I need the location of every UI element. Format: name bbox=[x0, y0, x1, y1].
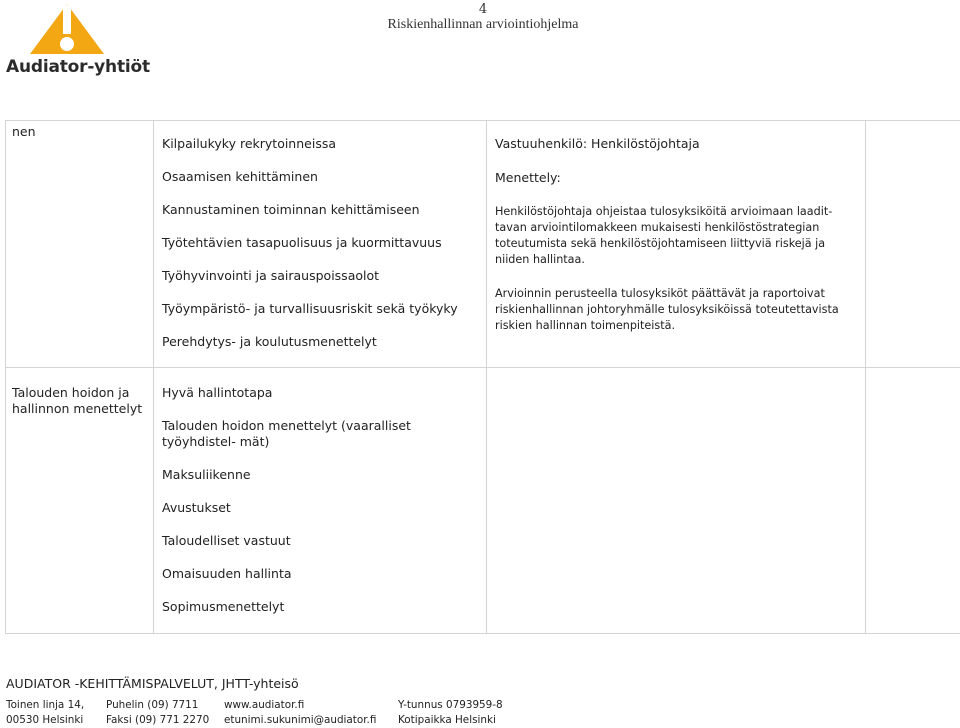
footer-phone: Puhelin (09) 7711 bbox=[106, 698, 209, 713]
risk-area-cell bbox=[6, 368, 154, 634]
list-item: Maksuliikenne bbox=[162, 467, 480, 483]
page-number: 4 bbox=[400, 2, 566, 17]
risk-items-cell bbox=[154, 368, 487, 634]
list-item: Avustukset bbox=[162, 500, 480, 516]
list-item: Taloudelliset vastuut bbox=[162, 533, 480, 549]
footer-contact bbox=[106, 698, 209, 728]
method-label: Menettely: bbox=[495, 170, 859, 186]
footer-address-line: 00530 Helsinki bbox=[6, 713, 84, 728]
footer-address bbox=[6, 698, 84, 728]
procedure-paragraph: Arvioinnin perusteella tulosyksiköt päättävät ja raportoivat riskienhallinnan johtoryhmälle tulosyksiköissä toteutettavista riskien hallinnan toimenpiteistä. bbox=[495, 286, 859, 334]
list-item: Perehdytys- ja koulutusmenettelyt bbox=[162, 334, 480, 350]
empty-cell bbox=[866, 121, 960, 368]
footer-email-link[interactable]: etunimi.sukunimi@audiator.fi bbox=[224, 713, 376, 728]
list-item: Hyvä hallintotapa bbox=[162, 385, 480, 401]
list-item: Kilpailukyky rekrytoinneissa bbox=[162, 136, 480, 152]
document-title: Riskienhallinnan arviointiohjelma bbox=[300, 17, 666, 33]
list-item: Kannustaminen toiminnan kehittämiseen bbox=[162, 202, 480, 218]
footer-business-id: Y-tunnus 0793959-8 bbox=[398, 698, 503, 713]
footer-address-line: Toinen linja 14, bbox=[6, 698, 84, 713]
footer-fax: Faksi (09) 771 2270 bbox=[106, 713, 209, 728]
responsible-person: Vastuuhenkilö: Henkilöstöjohtaja bbox=[495, 136, 859, 152]
risk-items-cell bbox=[154, 121, 487, 368]
footer-website-link[interactable]: www.audiator.fi bbox=[224, 698, 376, 713]
list-item: Työtehtävien tasapuolisuus ja kuormittavuus bbox=[162, 235, 480, 251]
risk-area-cell bbox=[6, 121, 154, 368]
risk-area-label: Talouden hoidon ja hallinnon menettelyt bbox=[12, 385, 142, 416]
table-row bbox=[6, 121, 960, 368]
list-item: Talouden hoidon menettelyt (vaaralliset työyhdistel- mät) bbox=[162, 418, 480, 450]
risk-table bbox=[5, 120, 960, 634]
procedure-cell bbox=[487, 121, 866, 368]
footer-company: AUDIATOR -KEHITTÄMISPALVELUT, JHTT-yhteisö bbox=[6, 676, 299, 691]
risk-area-label: nen bbox=[12, 124, 36, 139]
logo-text: Audiator-yhtiöt bbox=[6, 57, 150, 77]
empty-cell bbox=[487, 368, 866, 634]
company-logo bbox=[6, 2, 130, 82]
list-item: Osaamisen kehittäminen bbox=[162, 169, 480, 185]
list-item: Sopimusmenettelyt bbox=[162, 599, 480, 615]
footer-business bbox=[398, 698, 503, 728]
table-row bbox=[6, 368, 960, 634]
list-item: Työympäristö- ja turvallisuusriskit sekä työkyky bbox=[162, 301, 480, 317]
procedure-paragraph: Henkilöstöjohtaja ohjeistaa tulosyksiköitä arvioimaan laadit- tavan arviointilomakkeen mukaisesti henkilöstöstrategian toteutumista sekä henkilöstöjohtamiseen liittyviä riskejä ja niiden hallintaa. bbox=[495, 204, 859, 268]
list-item: Työhyvinvointi ja sairauspoissaolot bbox=[162, 268, 480, 284]
footer-web bbox=[224, 698, 376, 728]
footer-domicile: Kotipaikka Helsinki bbox=[398, 713, 503, 728]
empty-cell bbox=[866, 368, 960, 634]
list-item: Omaisuuden hallinta bbox=[162, 566, 480, 582]
warning-triangle-logo-icon bbox=[28, 2, 106, 56]
